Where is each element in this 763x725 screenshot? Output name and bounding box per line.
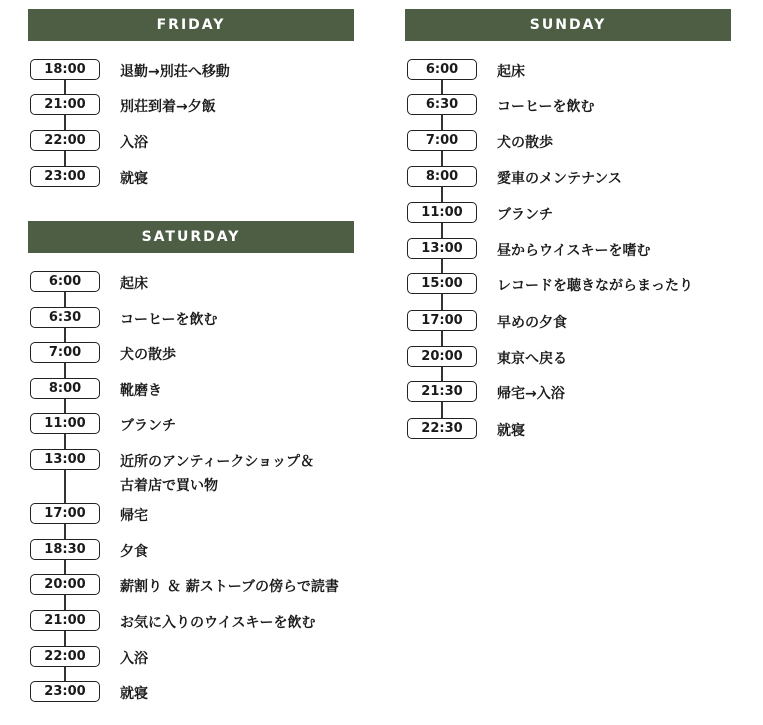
time-badge: 7:00: [407, 130, 477, 151]
saturday-header: SATURDAY: [28, 221, 354, 253]
timeline-connector: [64, 524, 66, 539]
time-badge: 20:00: [407, 346, 477, 367]
time-badge: 22:00: [30, 646, 100, 667]
timeline-connector: [64, 115, 66, 130]
saturday-timeline: [28, 271, 354, 711]
time-badge: 21:00: [30, 94, 100, 115]
time-badge: 22:30: [407, 418, 477, 439]
timeline-connector: [441, 115, 443, 130]
timeline-connector: [64, 595, 66, 610]
time-badge: 8:00: [407, 166, 477, 187]
timeline-connector: [441, 187, 443, 202]
saturday-schedule: [28, 221, 354, 711]
timeline-connector: [64, 80, 66, 94]
time-badge: 20:00: [30, 574, 100, 595]
sunday-header: SUNDAY: [405, 9, 731, 41]
timeline-connector: [441, 151, 443, 166]
activity-label: 就寝: [120, 686, 148, 702]
time-badge: 21:30: [407, 381, 477, 402]
activity-label: 近所のアンティークショップ＆ 古着店で買い物: [120, 454, 315, 494]
activity-label: ブランチ: [120, 418, 176, 434]
time-badge: 13:00: [407, 238, 477, 259]
timeline-connector: [441, 80, 443, 94]
time-badge: 6:30: [407, 94, 477, 115]
timeline-connector: [64, 399, 66, 413]
activity-label: 起床: [120, 276, 148, 292]
time-badge: 17:00: [30, 503, 100, 524]
timeline-connector: [64, 328, 66, 342]
activity-label: 夕食: [120, 544, 148, 560]
activity-label: 退勤→別荘へ移動: [120, 64, 230, 80]
activity-label: 就寝: [120, 171, 148, 187]
activity-label: 昼からウイスキーを嗜む: [497, 243, 651, 259]
time-badge: 8:00: [30, 378, 100, 399]
timeline-connector: [64, 434, 66, 449]
activity-label: 薪割り ＆ 薪ストーブの傍らで読書: [120, 579, 339, 595]
activity-label: 就寝: [497, 423, 525, 439]
time-badge: 15:00: [407, 273, 477, 294]
timeline-connector: [441, 294, 443, 310]
time-badge: 11:00: [30, 413, 100, 434]
time-badge: 7:00: [30, 342, 100, 363]
time-badge: 21:00: [30, 610, 100, 631]
time-badge: 18:30: [30, 539, 100, 560]
timeline-connector: [64, 292, 66, 307]
time-badge: 18:00: [30, 59, 100, 80]
timeline-connector: [64, 667, 66, 681]
timeline-connector: [441, 259, 443, 273]
activity-label: 早めの夕食: [497, 315, 567, 331]
activity-label: 別荘到着→夕飯: [120, 99, 216, 115]
time-badge: 11:00: [407, 202, 477, 223]
timeline-connector: [64, 363, 66, 378]
time-badge: 17:00: [407, 310, 477, 331]
time-badge: 23:00: [30, 681, 100, 702]
activity-label: 靴磨き: [120, 383, 162, 399]
time-badge: 22:00: [30, 130, 100, 151]
timeline-connector: [441, 367, 443, 381]
time-badge: 13:00: [30, 449, 100, 470]
time-badge: 6:00: [407, 59, 477, 80]
activity-label: 帰宅: [120, 508, 148, 524]
timeline-connector: [441, 402, 443, 418]
activity-label: お気に入りのウイスキーを飲む: [120, 615, 316, 631]
activity-label: 犬の散歩: [497, 135, 553, 151]
timeline-connector: [64, 560, 66, 574]
activity-label: 起床: [497, 64, 525, 80]
time-badge: 6:00: [30, 271, 100, 292]
activity-label: 帰宅→入浴: [497, 386, 565, 402]
activity-label: コーヒーを飲む: [120, 312, 218, 328]
activity-label: コーヒーを飲む: [497, 99, 595, 115]
activity-label: 愛車のメンテナンス: [497, 171, 622, 187]
sunday-timeline: [405, 59, 731, 459]
time-badge: 23:00: [30, 166, 100, 187]
activity-label: 犬の散歩: [120, 347, 176, 363]
time-badge: 6:30: [30, 307, 100, 328]
activity-label: レコードを聴きながらまったり: [497, 278, 693, 294]
timeline-connector: [441, 331, 443, 346]
timeline-connector: [64, 151, 66, 166]
friday-timeline: [28, 59, 354, 199]
sunday-schedule: [405, 9, 731, 459]
friday-schedule: [28, 9, 354, 199]
activity-label: ブランチ: [497, 207, 553, 223]
activity-label: 東京へ戻る: [497, 351, 567, 367]
friday-header: FRIDAY: [28, 9, 354, 41]
activity-label: 入浴: [120, 135, 148, 151]
timeline-connector: [64, 470, 66, 503]
activity-label: 入浴: [120, 651, 148, 667]
timeline-connector: [64, 631, 66, 646]
timeline-connector: [441, 223, 443, 238]
